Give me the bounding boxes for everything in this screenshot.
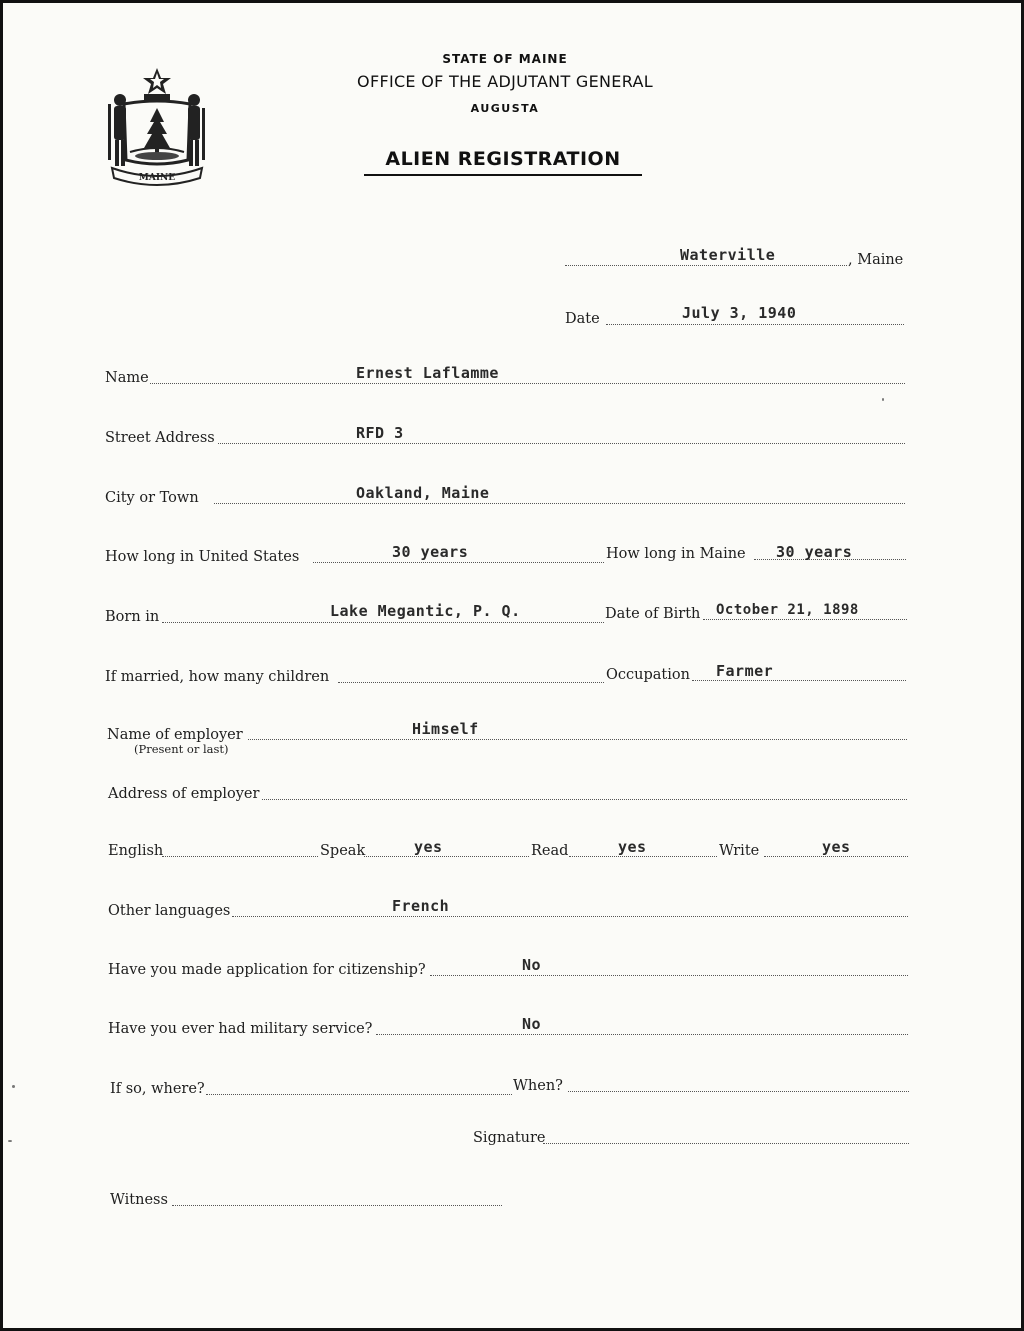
where-label: If so, where? — [110, 1081, 205, 1097]
place-value: Waterville — [680, 246, 776, 264]
header-state: STATE OF MAINE — [442, 52, 568, 66]
witness-line — [172, 1205, 502, 1206]
dob-value: October 21, 1898 — [716, 602, 859, 618]
place-line — [565, 265, 847, 266]
employer-address-line — [262, 799, 907, 800]
speak-label: Speak — [320, 843, 366, 859]
where-line — [206, 1094, 512, 1095]
scan-speck — [8, 1140, 12, 1142]
born-value: Lake Megantic, P. Q. — [330, 602, 521, 620]
us-duration-label: How long in United States — [105, 549, 300, 565]
scan-speck — [882, 398, 884, 401]
write-label: Write — [719, 843, 760, 859]
signature-label: Signature — [473, 1130, 546, 1146]
employer-label: Name of employer — [107, 727, 243, 743]
military-label: Have you ever had military service? — [108, 1021, 373, 1037]
read-label: Read — [531, 843, 569, 859]
header-office: OFFICE OF THE ADJUTANT GENERAL — [357, 72, 653, 91]
signature-line — [543, 1143, 909, 1144]
place-suffix: , Maine — [848, 252, 904, 268]
name-value: Ernest Laflamme — [356, 364, 499, 382]
employer-line — [248, 739, 907, 740]
write-value: yes — [822, 838, 851, 856]
other-languages-line — [232, 916, 908, 917]
citizenship-line — [430, 975, 908, 976]
city-value: Oakland, Maine — [356, 484, 490, 502]
date-label: Date — [565, 311, 600, 327]
born-line — [162, 622, 604, 623]
dob-label: Date of Birth — [605, 606, 701, 622]
children-label: If married, how many children — [105, 669, 330, 685]
english-label: English — [108, 843, 164, 859]
occupation-line — [692, 680, 906, 681]
svg-text:MAINE: MAINE — [138, 173, 176, 183]
us-duration-value: 30 years — [392, 543, 469, 561]
street-line — [218, 443, 905, 444]
speak-line — [364, 856, 529, 857]
employer-value: Himself — [412, 720, 479, 738]
date-line — [606, 324, 904, 325]
children-line — [338, 682, 604, 683]
employer-address-label: Address of employer — [108, 786, 260, 802]
occupation-label: Occupation — [606, 667, 690, 683]
scan-speck — [12, 1085, 15, 1088]
witness-label: Witness — [110, 1192, 168, 1208]
other-languages-label: Other languages — [108, 903, 231, 919]
military-value: No — [522, 1015, 542, 1033]
citizenship-value: No — [522, 956, 542, 974]
us-duration-line — [313, 562, 604, 563]
name-line — [150, 383, 905, 384]
maine-duration-value: 30 years — [776, 543, 853, 561]
street-label: Street Address — [105, 430, 215, 446]
born-label: Born in — [105, 609, 160, 625]
form-title: ALIEN REGISTRATION — [385, 148, 621, 170]
other-languages-value: French — [392, 897, 450, 915]
when-line — [568, 1091, 909, 1092]
header-city: AUGUSTA — [470, 102, 540, 115]
name-label: Name — [105, 370, 149, 386]
title-underline — [364, 174, 642, 176]
read-line — [569, 856, 717, 857]
date-value: July 3, 1940 — [682, 304, 797, 322]
citizenship-label: Have you made application for citizenship? — [108, 962, 426, 978]
read-value: yes — [618, 838, 647, 856]
english-line — [162, 856, 318, 857]
city-label: City or Town — [105, 490, 199, 506]
occupation-value: Farmer — [716, 662, 774, 680]
write-line — [764, 856, 908, 857]
military-line — [376, 1034, 908, 1035]
street-value: RFD 3 — [356, 424, 404, 442]
city-line — [214, 503, 905, 504]
employer-sublabel: (Present or last) — [134, 742, 229, 756]
dob-line — [703, 619, 907, 620]
maine-duration-label: How long in Maine — [606, 546, 746, 562]
maine-state-seal-icon — [104, 64, 210, 190]
when-label: When? — [513, 1078, 563, 1094]
speak-value: yes — [414, 838, 443, 856]
